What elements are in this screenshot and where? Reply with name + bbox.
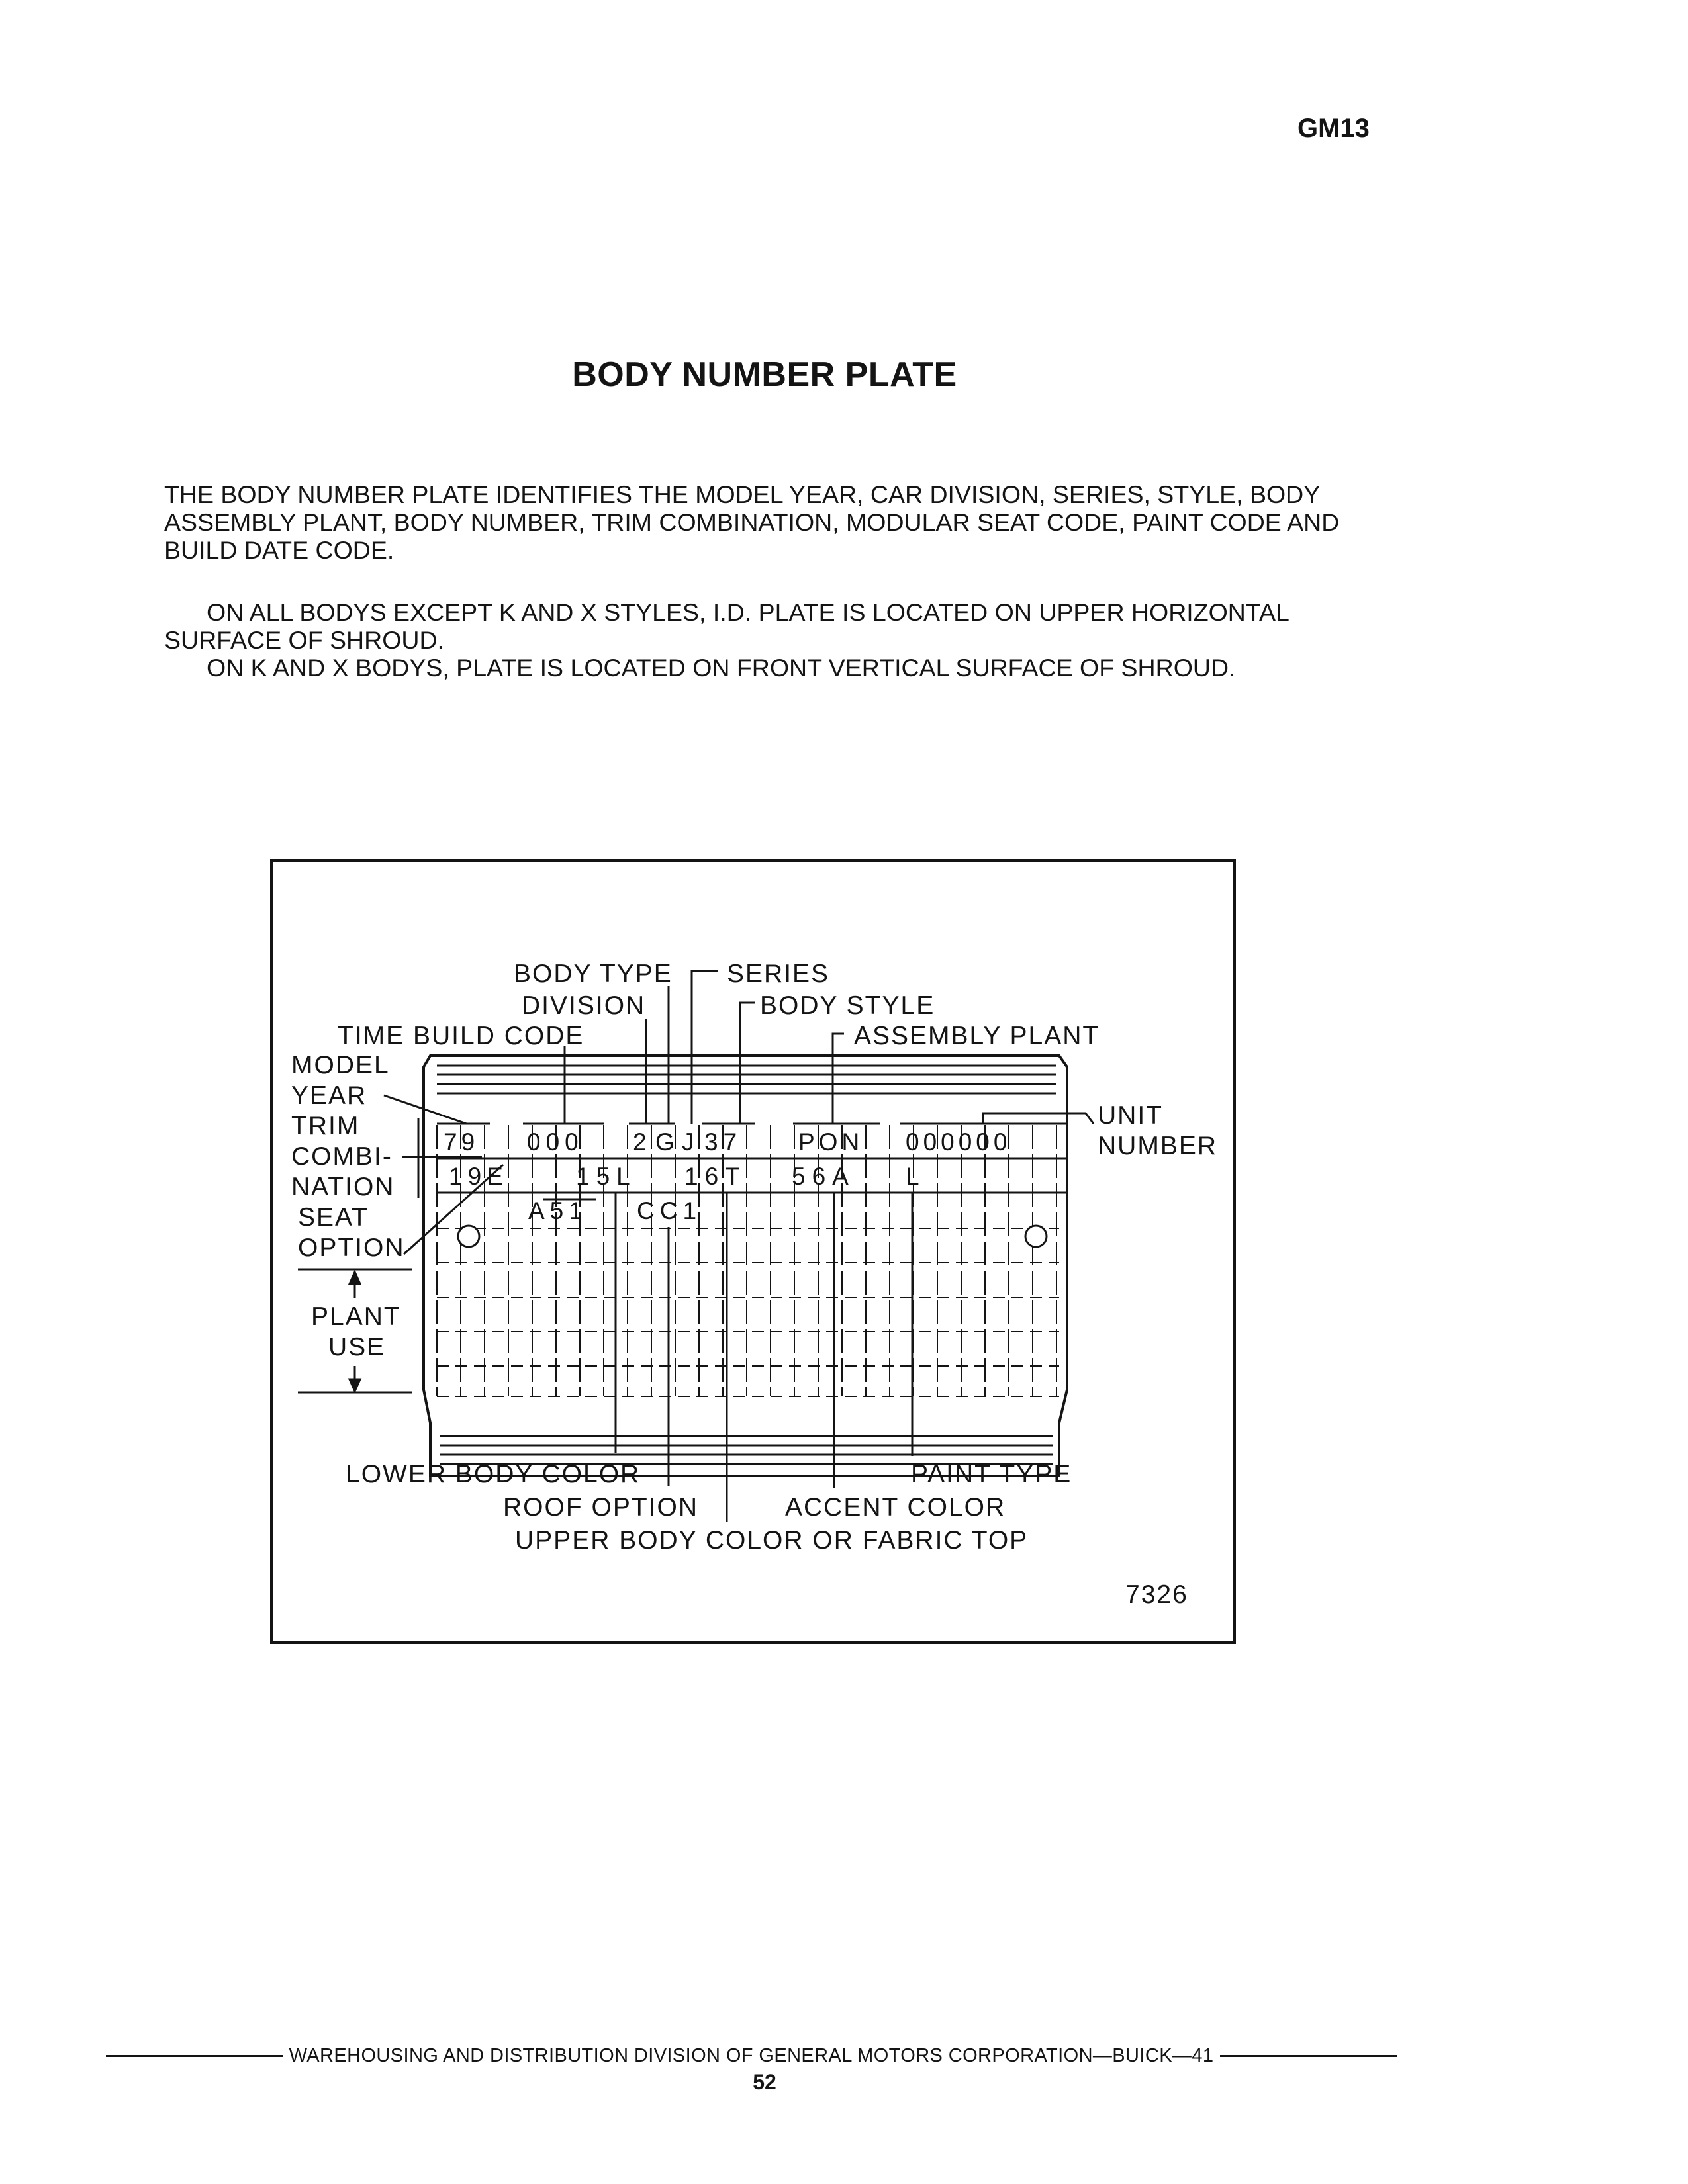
- plate-outline: [424, 1056, 1067, 1476]
- label-model: MODEL: [291, 1051, 390, 1079]
- code-trim-combination: 19E: [449, 1163, 508, 1190]
- label-trim: TRIM: [291, 1112, 360, 1140]
- label-combi: COMBI-: [291, 1142, 393, 1171]
- code-lower-body-color: 15L: [576, 1163, 637, 1190]
- footer-text: WAREHOUSING AND DISTRIBUTION DIVISION OF GENERAL MOTORS CORPORATION—BUICK—41: [289, 2045, 1214, 2066]
- leader-lines: [298, 971, 1094, 1522]
- label-number: NUMBER: [1098, 1132, 1218, 1160]
- footer-rule-left: [106, 2055, 283, 2057]
- label-seat: SEAT: [298, 1203, 369, 1232]
- label-time-build-code: TIME BUILD CODE: [338, 1022, 585, 1050]
- label-nation: NATION: [291, 1173, 395, 1201]
- label-accent-color: ACCENT COLOR: [785, 1493, 1006, 1522]
- label-year: YEAR: [291, 1081, 367, 1110]
- code-series: J: [682, 1128, 694, 1156]
- label-series: SERIES: [727, 960, 830, 988]
- code-time-build: 000: [527, 1128, 584, 1156]
- page-title: BODY NUMBER PLATE: [572, 355, 957, 394]
- label-use: USE: [328, 1333, 386, 1361]
- label-upper-body-color: UPPER BODY COLOR OR FABRIC TOP: [515, 1526, 1029, 1555]
- code-model-year: 79: [444, 1128, 479, 1156]
- footer: [106, 2045, 1397, 2067]
- code-seat-option: A51: [528, 1197, 588, 1224]
- location-text-2: ON K AND X BODYS, PLATE IS LOCATED ON FRONT VERTICAL SURFACE OF SHROUD.: [207, 654, 1236, 682]
- mounting-hole-right: [1025, 1226, 1047, 1247]
- location-text-1: ON ALL BODYS EXCEPT K AND X STYLES, I.D. PLATE IS LOCATED ON UPPER HORIZONTAL SURFACE OF SHROUD.: [164, 598, 1289, 654]
- label-division: DIVISION: [522, 991, 646, 1020]
- code-unit-number: 000000: [906, 1128, 1011, 1156]
- label-option: OPTION: [298, 1234, 405, 1262]
- plate-top-rails: [437, 1066, 1056, 1093]
- code-body-type: G: [655, 1128, 675, 1156]
- page-number: 52: [753, 2070, 776, 2094]
- label-roof-option: ROOF OPTION: [503, 1493, 698, 1522]
- label-unit: UNIT: [1098, 1101, 1163, 1130]
- code-roof-option: CC1: [637, 1197, 702, 1224]
- code-division: 2: [633, 1128, 647, 1156]
- code-paint-type: L: [906, 1163, 919, 1190]
- mounting-hole-left: [458, 1226, 479, 1247]
- label-body-type: BODY TYPE: [514, 960, 673, 988]
- label-assembly-plant: ASSEMBLY PLANT: [854, 1022, 1100, 1050]
- label-plant: PLANT: [311, 1302, 401, 1331]
- intro-text: THE BODY NUMBER PLATE IDENTIFIES THE MODEL YEAR, CAR DIVISION, SERIES, STYLE, BODY ASSEMBLY PLANT, BODY NUMBER, TRIM COMBINATION, MODULAR SEAT CODE, PAINT CODE AND BUILD DATE CODE.: [164, 480, 1340, 564]
- page-code: GM13: [1297, 114, 1370, 143]
- code-assembly-plant: PON: [798, 1128, 864, 1156]
- label-paint-type: PAINT TYPE: [911, 1460, 1072, 1488]
- code-accent-color: 56A: [792, 1163, 855, 1190]
- label-lower-body-color: LOWER BODY COLOR: [346, 1460, 641, 1488]
- footer-rule-right: [1220, 2055, 1397, 2057]
- code-upper-body-color: 16T: [684, 1163, 747, 1190]
- figure-number: 7326: [1125, 1580, 1188, 1609]
- label-body-style: BODY STYLE: [760, 991, 935, 1020]
- plate-grid: [437, 1125, 1059, 1396]
- code-body-style: 37: [704, 1128, 743, 1156]
